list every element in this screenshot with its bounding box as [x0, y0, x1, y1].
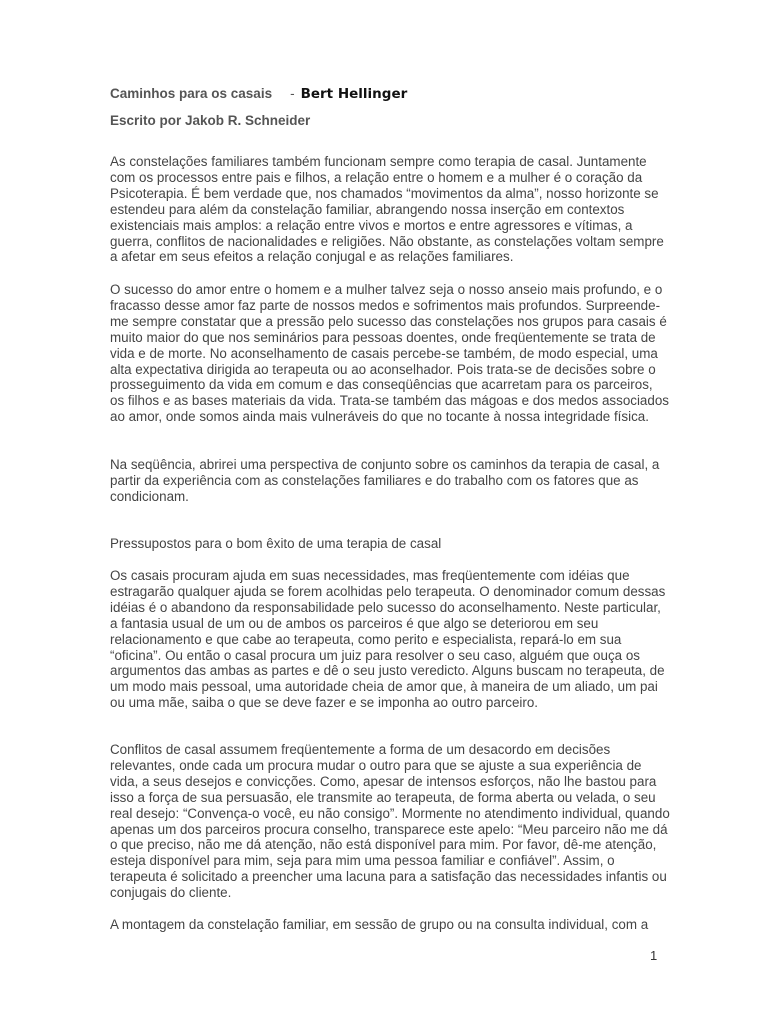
paragraph-text: O sucesso do amor entre o homem e a mulher talvez seja o nosso anseio mais profundo, e o fracasso desse amor faz parte de nossos medos e sofrimentos mais profundos. Surpreende-me sempre constatar que a pressão pelo sucesso das constelações nos grupos para casais é muito maior do que nos seminários para pessoas doentes, onde freqüentemente se trata de vida e de morte. No aconselhamento de casais percebe-se também, de modo especial, uma alta expectativa dirigida ao terapeuta ou ao aconselhador. Pois trata-se de decisões sobre o prosseguimento da vida em comum e das conseqüências que acarretam para os parceiros, os filhos e as bases materiais da vida. Trata-se também das mágoas e dos medos associados ao amor, onde somos ainda mais vulneráveis do que no tocante à nossa integridade física. — [110, 282, 669, 425]
paragraph-1 — [110, 154, 670, 265]
paragraph-text: As constelações familiares também funcionam sempre como terapia de casal. Juntamente com os processos entre pais e filhos, a relação entre o homem e a mulher é o coração da Psicoterapia. É bem verdade que, nos chamados “movimentos da alma”, nosso horizonte se estendeu para além da constelação familiar, abrangendo nossa inserção em contextos existenciais mais amplos: a relação entre vivos e mortos e entre agressores e vítimas, a guerra, conflitos de nacionalidades e religiões. Não obstante, as constelações voltam sempre a afetar em seus efeitos a relação conjugal e as relações familiares. — [110, 154, 664, 265]
paragraph-4 — [110, 568, 670, 711]
paragraph-2 — [110, 282, 670, 425]
paragraph-5 — [110, 742, 670, 901]
author-name: Bert Hellinger — [300, 86, 408, 102]
section-heading-text: Pressupostos para o bom êxito de uma terapia de casal — [110, 536, 442, 551]
paragraph-text: A montagem da constelação familiar, em sessão de grupo ou na consulta individual, com a — [110, 917, 649, 932]
title-separator: - — [290, 86, 295, 101]
paragraph-text: Conflitos de casal assumem freqüentemente a forma de um desacordo em decisões relevantes, onde cada um procura mudar o outro para que se ajuste a sua experiência de vida, a seus desejos e convicções. Como, apesar de intensos esforços, não lhe bastou para isso a força de sua persuasão, ele transmite ao terapeuta, de forma aberta ou velada, o seu real desejo: “Convença-o você, eu não consigo”. Mormente no atendimento individual, quando apenas um dos parceiros procura conselho, transparece este apelo: “Meu parceiro não me dá o que preciso, não me dá atenção, não está disponível para mim. Por favor, dê-me atenção, esteja disponível para mim, seja para mim uma pessoa familiar e confiável”. Assim, o terapeuta é solicitado a preencher uma lacuna para a satisfação das necessidades infantis ou conjugais do cliente. — [110, 742, 670, 901]
paragraph-3 — [110, 457, 670, 505]
paragraph-text: Na seqüência, abrirei uma perspectiva de conjunto sobre os caminhos da terapia de casal, a partir da experiência com as constelações familiares e do trabalho com os fatores que as condicionam. — [110, 457, 660, 504]
paragraph-text: Os casais procuram ajuda em suas necessidades, mas freqüentemente com idéias que estragarão qualquer ajuda se forem acolhidas pelo terapeuta. O denominador comum dessas idéias é o abandono da responsabilidade pelo sucesso do aconselhamento. Neste particular, a fantasia usual de um ou de ambos os parceiros é que algo se deteriorou em seu relacionamento e que cabe ao terapeuta, como perito e especialista, repará-lo em sua “oficina”. Ou então o casal procura um juiz para resolver o seu caso, alguém que ouça os argumentos das ambas as partes e dê o seu justo veredicto. Alguns buscam no terapeuta, de um modo mais pessoal, uma autoridade cheia de amor que, à maneira de um aliado, um pai ou uma mãe, saiba o que se deve fazer e se imponha ao outro parceiro. — [110, 568, 666, 711]
byline: Escrito por Jakob R. Schneider — [110, 113, 311, 128]
document-title: Caminhos para os casais — [110, 86, 273, 101]
page-number: 1 — [650, 948, 658, 963]
section-heading — [110, 536, 670, 552]
document-title-line — [110, 86, 407, 102]
paragraph-6 — [110, 917, 670, 933]
